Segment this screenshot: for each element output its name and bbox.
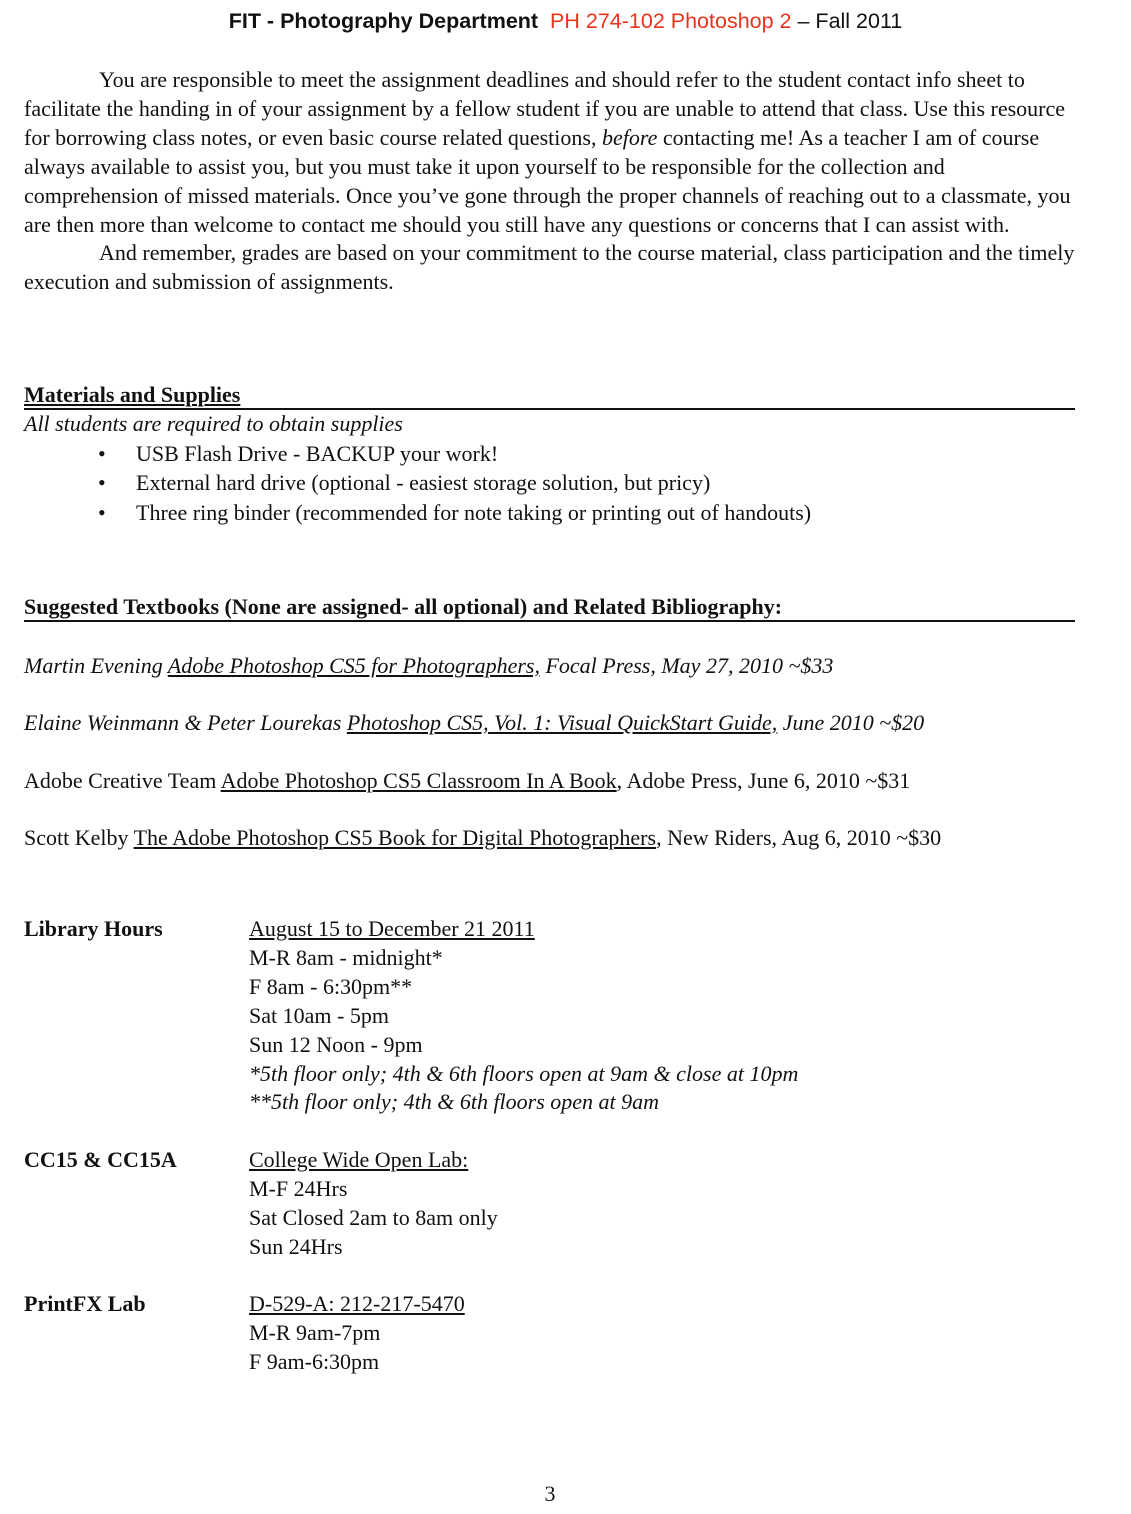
term-label: – Fall 2011	[797, 9, 903, 33]
book-entry: Adobe Creative Team Adobe Photoshop CS5 Classroom In A Book, Adobe Press, June 6, 2010 ~$31	[24, 768, 911, 793]
library-note: **5th floor only; 4th & 6th floors open at 9am	[249, 1089, 660, 1115]
intro-section	[24, 66, 1084, 297]
list-item: • Three ring binder (recommended for note taking or printing out of handouts)	[96, 498, 811, 527]
library-hours-label: Library Hours	[24, 916, 163, 941]
course-title: PH 274-102 Photoshop 2	[550, 9, 792, 33]
library-hours-heading: August 15 to December 21 2011	[249, 916, 535, 941]
book-title: Adobe Photoshop CS5 for Photographers,	[167, 653, 540, 678]
library-note: *5th floor only; 4th & 6th floors open at 9am & close at 10pm	[249, 1060, 799, 1086]
library-hours-details: August 15 to December 21 2011 M-R 8am - midnight* F 8am - 6:30pm** Sat 10am - 5pm Sun 12 Noon - 9pm *5th floor only; 4th & 6th floors open at 9am & close at 10pm **5th floor only; 4th & 6th floors open at 9am	[249, 915, 798, 1117]
page-header	[0, 6, 1131, 36]
materials-subtitle: All students are required to obtain supplies	[24, 411, 403, 436]
printfx-lab-details: D-529-A: 212-217-5470 M-R 9am-7pm F 9am-6:30pm	[249, 1291, 465, 1374]
textbooks-heading: Suggested Textbooks (None are assigned- all optional) and Related Bibliography:	[24, 594, 1075, 622]
supplies-list	[96, 439, 811, 527]
department-title: FIT - Photography Department	[228, 9, 539, 33]
book-title: The Adobe Photoshop CS5 Book for Digital Photographers	[133, 825, 657, 850]
book-title: Photoshop CS5, Vol. 1: Visual QuickStart Guide,	[346, 710, 778, 735]
printfx-lab-label: PrintFX Lab	[24, 1291, 146, 1316]
list-item: • External hard drive (optional - easiest storage solution, but pricy)	[96, 468, 811, 497]
book-entry: Martin Evening Adobe Photoshop CS5 for Photographers, Focal Press, May 27, 2010 ~$33	[24, 653, 834, 678]
intro-paragraph-2: And remember, grades are based on your commitment to the course material, class participation and the timely execution and submission of assignments.	[24, 240, 1075, 295]
book-entry: Elaine Weinmann & Peter Lourekas Photoshop CS5, Vol. 1: Visual QuickStart Guide, June 2010 ~$20	[24, 710, 925, 735]
intro-paragraph-1: You are responsible to meet the assignment deadlines and should refer to the student contact info sheet to facilitate the handing in of your assignment by a fellow student if you are unable to attend that class. Use this resource for borrowing class notes, or even basic course related questions, before contacting me! As a teacher I am of course always available to assist you, but you must take it upon yourself to be responsible for the collection and comprehension of missed materials. Once you’ve gone through the proper channels of reaching out to a classmate, you are then more than welcome to contact me should you still have any questions or concerns that I can assist with.	[24, 67, 1071, 237]
bullet-icon: •	[98, 499, 106, 525]
bullet-icon: •	[98, 441, 106, 466]
open-lab-label: CC15 & CC15A	[24, 1147, 177, 1172]
list-item: • USB Flash Drive - BACKUP your work!	[96, 439, 811, 468]
materials-heading: Materials and Supplies	[24, 382, 1075, 410]
open-lab-details: College Wide Open Lab: M-F 24Hrs Sat Closed 2am to 8am only Sun 24Hrs	[249, 1147, 498, 1259]
emphasis-before: before	[601, 124, 658, 150]
open-lab-heading: College Wide Open Lab:	[249, 1147, 469, 1172]
book-title: Adobe Photoshop CS5 Classroom In A Book	[220, 768, 617, 793]
book-entry: Scott Kelby The Adobe Photoshop CS5 Book for Digital Photographers, New Riders, Aug 6, 2010 ~$30	[24, 825, 942, 850]
page-number: 3	[544, 1481, 556, 1506]
printfx-lab-heading: D-529-A: 212-217-5470	[249, 1291, 465, 1316]
bullet-icon: •	[98, 470, 106, 496]
